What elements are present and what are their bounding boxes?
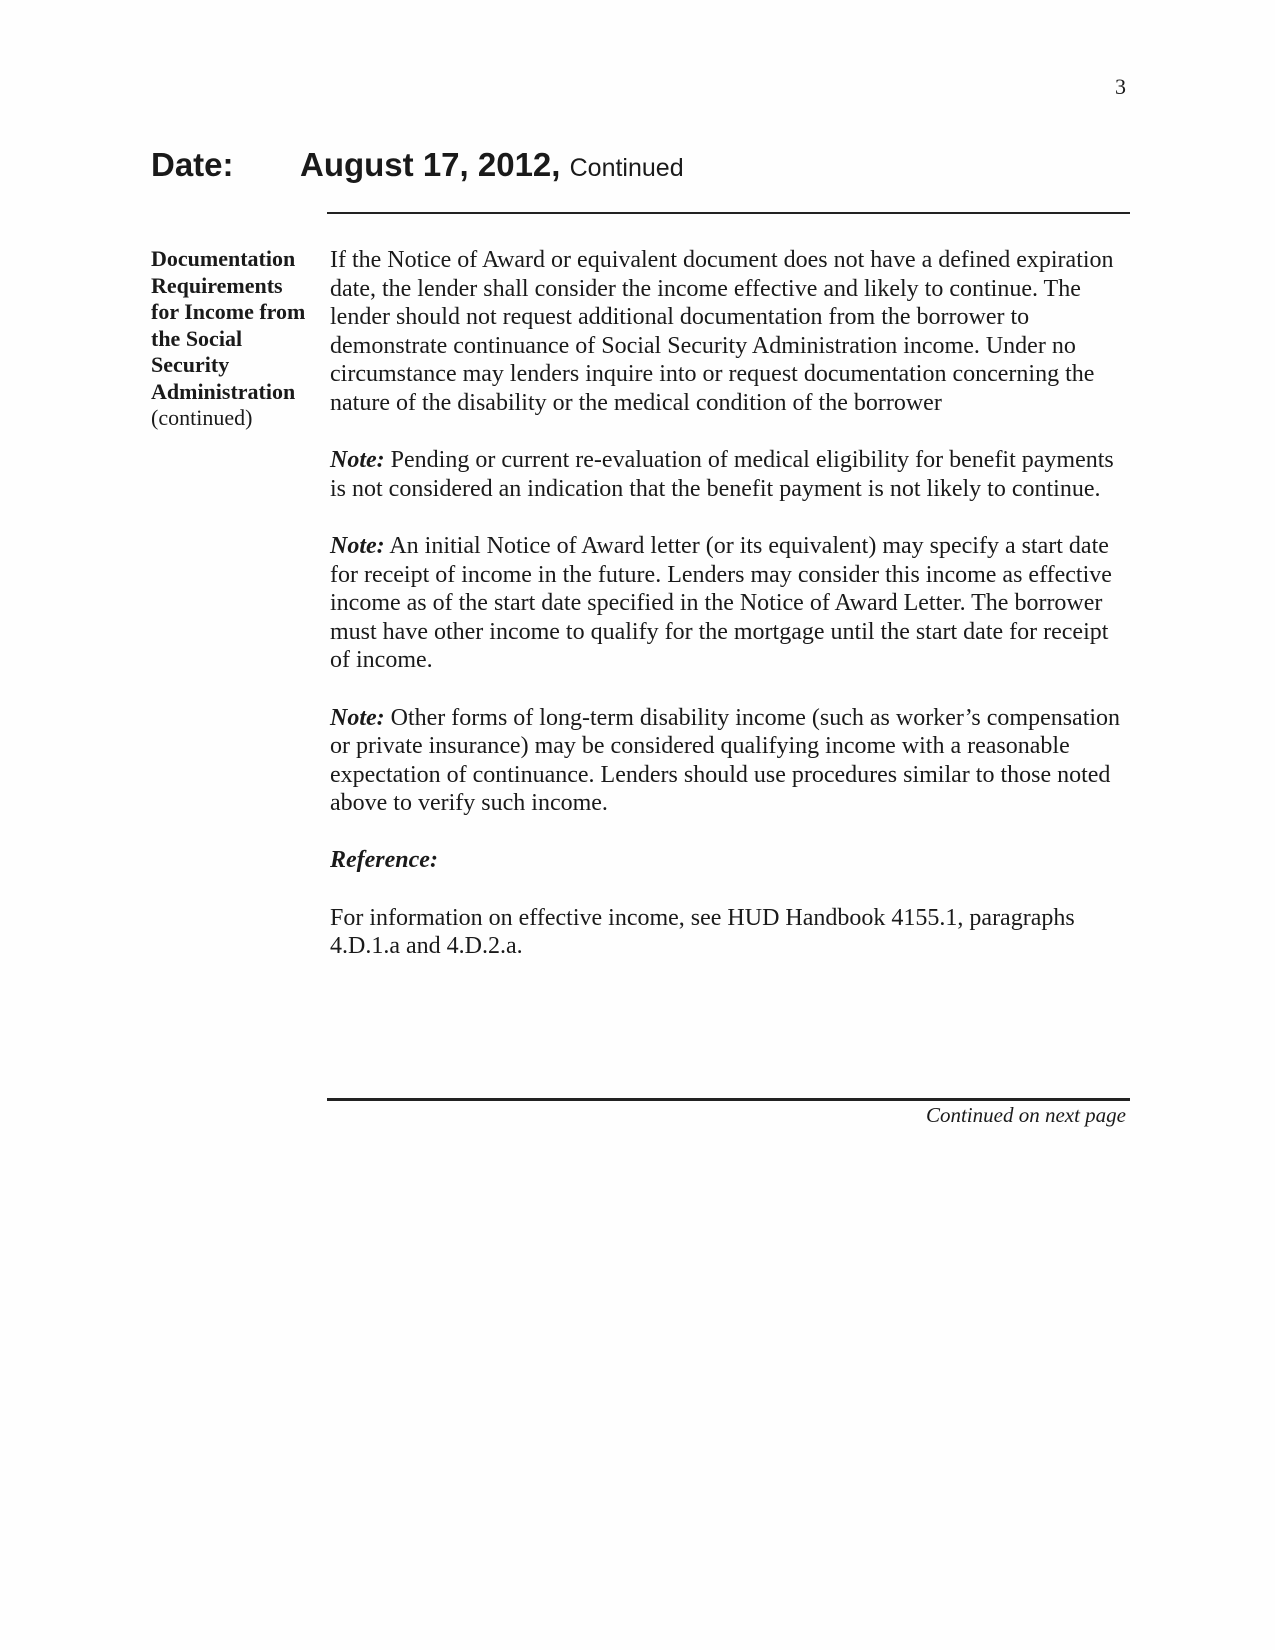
note-label: Note: [330, 532, 385, 559]
note-paragraph [330, 704, 1130, 818]
date-label: Date: [151, 146, 234, 183]
section-body [330, 246, 1130, 989]
page-number: 3 [1115, 74, 1126, 99]
section-title: Documentation Requirements for Income from the Social Security Administration [151, 246, 306, 404]
note-label: Note: [330, 704, 385, 731]
note-text: An initial Notice of Award letter (or its equivalent) may specify a start date for receipt of income in the future. Lenders may consider this income as effective income as of the start date specified in the Notice of Award Letter. The borrower must have other income to qualify for the mortgage until the start date for receipt of income. [330, 532, 1112, 674]
note-text: Pending or current re-evaluation of medical eligibility for benefit payments is not considered an indication that the benefit payment is not likely to continue. [330, 447, 1114, 502]
date-suffix: Continued [569, 154, 684, 182]
top-divider [327, 212, 1130, 214]
note-label: Note: [330, 447, 385, 474]
body-paragraph: If the Notice of Award or equivalent document does not have a defined expiration date, the lender shall consider the income effective and likely to continue. The lender should not request additional documentation from the borrower to demonstrate continuance of Social Security Administration income. Under no circumstance may lenders inquire into or request documentation concerning the nature of the disability or the medical condition of the borrower [330, 247, 1114, 416]
section-sidebar-title [151, 246, 311, 432]
note-paragraph [330, 532, 1130, 675]
bottom-divider [327, 1098, 1130, 1101]
date-value [300, 146, 684, 184]
reference-paragraph: For information on effective income, see HUD Handbook 4155.1, paragraphs 4.D.1.a and 4.D.2.a. [330, 904, 1075, 960]
reference-heading: Reference: [330, 847, 438, 874]
note-paragraph [330, 446, 1130, 503]
note-text: Other forms of long-term disability income (such as worker’s compensation or private insurance) may be considered qualifying income with a reasonable expectation of continuance. Lenders should use procedures similar to those noted above to verify such income. [330, 704, 1121, 817]
continued-note: Continued on next page [925, 1103, 1126, 1127]
section-subtitle: (continued) [151, 405, 253, 430]
date-value-text: August 17, 2012, [300, 146, 561, 183]
